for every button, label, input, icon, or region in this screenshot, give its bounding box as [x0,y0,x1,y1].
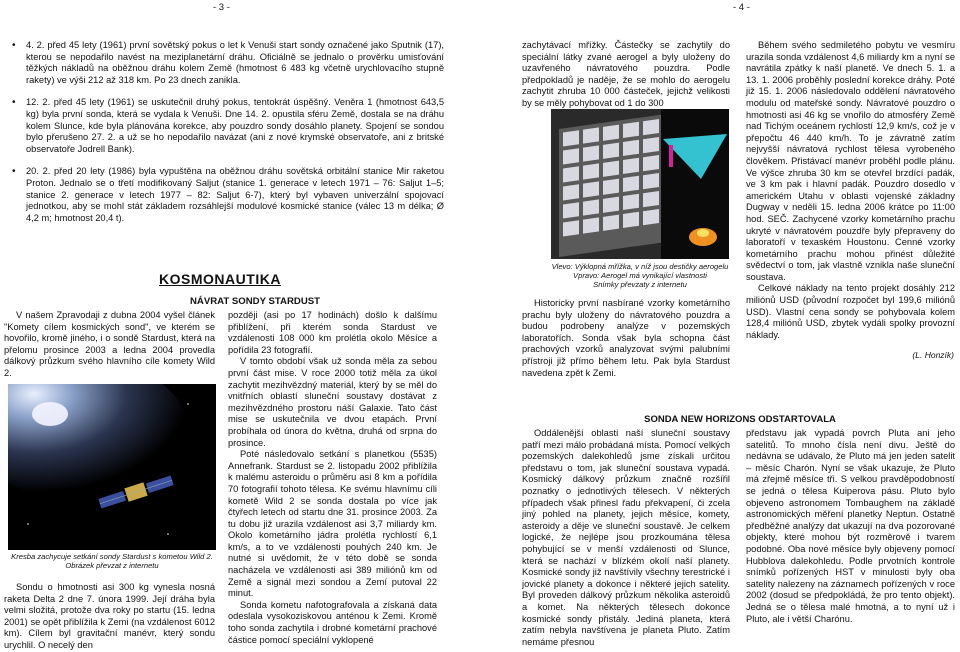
article-column [746,40,955,341]
aerogel-grid-drawing [551,109,729,259]
anniversary-item: • 12. 2. před 45 lety (1961) se uskutečnil druhý pokus, tentokrát úspěšný. Veněra 1 (hmotnost 643,5 kg) byla první sonda, která se vydala k Venuši. Dne 14. 2. opustila sféru Země, dostala se na dráhu kolem Slunce, kde byla plánována korekce, aby pouzdro sondy dosáhlo planety. Spojení se sondou bylo přerušeno 27. 2. a už se ho nepodařilo navázat (ani z nové krymské observatoře, ani z britské observatoře Jodrell Bank). [10,97,444,155]
anniversary-item: • 4. 2. před 45 lety (1961) první sovětský pokus o let k Venuši start sondy označené jako Sputnik (17), kterou se nepodařilo navést na meziplanetární dráhu. Oficiálně se jednalo o prověrku umisťování těžkých nákladů na oběžnou dráhu kolem Země (hmotnost 6 483 kg včetně urychlovacího stupně rakety) ve výši 212 až 318 km. Po 23 dnech zanikla. [10,40,444,86]
article-paragraph: představu jak vypadá povrch Pluta ani jeho satelitů. To mnoho čísla není divu. Ještě do nedávna se udávalo, že Pluto má jen jeden satelit – měsíc Charón. Nyní se však ukazuje, že Pluto má zřejmě měsíce tři. S velkou pravděpodobností se jedná o tělesa Kuiperova pásu. Pluto bylo objeveno astronomem Tombaughem na základě astronomických měření planetky Neptun. Ostatně předběžné analýzy dat ukazují na dva pozorované objekty, které mohou být rozměrově i tvarem podobné. Oba nové měsíce byly objeveny pomocí Hubblova dalekohledu. Podle prvotních kontrole snímků pořízených HST v minulosti byly oba satelity nalezeny na záznamech pořízených v roce 2002 (dosud se předpokládá, že pro tento objekt). Jedná se o tělesa malé hmotná, a to nyní už i Pluto, ale i větší Charónu. [746,428,955,624]
photo-caption-line: Vpravo: Aerogel má vynikající vlastnosti [573,271,707,280]
article-paragraph: Oddálenější oblasti naší sluneční soustavy patří mezi málo probádaná místa. Pomocí velkých pozemských dalekohledů jsme získali určitou představu o tom, jak sluneční soustava vypadá. Kosmický dálkový průzkum značně rozšířil poznatky o jednotlivých tělesech. V některých případech však přinesl řadu překvapení, či zcela jiný pohled na planety, jejich měsíce, komety, asteroidy a děje ve sluneční soustavě. Je celkem logické, že nejlépe jsou prozkoumána tělesa pohybující se v menší vzdálenosti od Slunce, která se nachází v blízkém okolí naší planety. Kosmické sondy již navštívily všechny terestrické i jovické planety a dokonce i některé jejich satelity. Byl proveden dálkový průzkum několika asteroidů a komet. Na některých tělesech dokonce kosmické sondy přistály. Jediná planeta, která zatím nebyla navštívena je planeta Pluto. Zatím nemáme přesnou [522,428,730,647]
article-paragraph: později (asi po 17 hodinách) došlo k dalšímu přiblížení, při kterém sonda Stardust ve vzdálenosti 108 000 km prolétla okolo Měsíce a pořídila 23 fotografií. [228,310,437,355]
section-title: KOSMONAUTIKA [159,271,281,287]
article-paragraph: V našem Zpravodaji z dubna 2004 vyšel článek "Komety cílem kosmických sond", ve kterém se hovořilo, kromě jiného, i o sondě Stardust, která na přelomu prosince 2003 a ledna 2004 provedla dálkový průzkum svého hlavního cíle komety Wild 2. [4,310,215,378]
article-column [228,310,437,646]
anniversary-item: • 20. 2. před 20 lety (1986) byla vypuštěna na oběžnou dráhu sovětská orbitální stanice Mir raketou Proton. Jednalo se o třetí modifikovaný Saljut (stanice 1. generace v letech 1971 – 76: Saljut 1–5; stanice 2. generace v letech 1977 – 82: Saljut 6-7), který byl vybaven univerzální spojovací jednotkou, aby se mohl stát základem rozsáhlejší modulové kosmické stanice (válec 13 m délka; Ø 4,2 m; hmotnost 20,4 t). [10,166,444,224]
author-signature: (L. Honzík) [912,350,954,360]
aerogel-photos [551,109,729,259]
page-number-left: - 3 - [213,2,230,13]
article-title: SONDA NEW HORIZONS ODSTARTOVALA [644,414,836,425]
article-paragraph: Poté následovalo setkání s planetkou (5535) Annefrank. Stardust se 2. listopadu 2002 přiblížila k malému asteroidu o průměru asi 8 km a pořídila 70 fotografií tohoto tělesa. Ke svému hlavnímu cíli kometě Wild 2 se sonda dostala po více jak čtyřech letech od startu dne 31. prosince 2003. Za tu dobu již urazila vzdálenost asi 3,7 miliardy km. Okolo kometárního jádra prolétla rychlostí 6,1 km/s, a to ve vzdálenosti pouhých 240 km. Je nutné si uvědomit, že v této době se sonda nacházela ve vzdálenosti asi 389 miliónů km od Země a signál mezi sondou a Zemí putoval 22 minut. [228,449,437,599]
article-paragraph: Sondu o hmotnosti asi 300 kg vynesla nosná raketa Delta 2 dne 7. února 1999. Její dráha byla velmi složitá, protože dva roky po startu (15. ledna 2001) se opět přiblížila k Zemi (na vzdálenost 6012 km). Cílem byl gravitační manévr, který sondu urychlil. O necelý den [4,582,215,650]
photo-caption: Kresba zachycuje setkání sondy Stardust s kometou Wild 2. Obrázek převzat z internetu [11,552,213,570]
article-paragraph: Sonda kometu nafotografovala a získaná data odeslala vysokoziskovou anténou k Zemi. Kromě toho sonda zachytila i drobné kometární prachové částice pomocí speciální vyklopené [228,599,437,645]
comet-drawing [8,384,216,550]
photo-caption-line: Snímky převzaty z internetu [593,280,687,289]
page-number-right: - 4 - [733,2,750,13]
article-title: NÁVRAT SONDY STARDUST [189,296,321,307]
article-paragraph: Historicky první nasbírané vzorky kometárního prachu byly uloženy do návratového pouzdra a budou podrobeny analýze v pozemských laboratořích. Sonda však byla schopna část prachových vzorků analyzovat svými palubními přístroji již přímo během letu. Pak byla Stardust navedena zpět k Zemi. [522,298,730,378]
article-paragraph: V tomto období však už sonda měla za sebou první část mise. V roce 2000 totiž měla za úkol zachytit mezihvězdný materiál, který by se měl do vnitřních oblastí sluneční soustavy dostávat z mezihvězdného prostoru náší Galaxie. Tato část mise se uskutečnila ve dvou etapách. První probíhala od února do května, druhá od srpna do prosince. [228,356,437,448]
article-paragraph: Během svého sedmiletého pobytu ve vesmíru urazila sonda vzdálenost 4,6 miliardy km a nyní se navrátila zpátky k naší planetě. Ve dnech 5. 1. a 13. 1. 2006 proběhly poslední korekce dráhy. Poté již 15. 1. 2006 následovalo oddělení návratového modulu od mateřské sondy. Návratové pouzdro o hmotnosti asi 46 kg se vnořilo do atmosféry Země nad Tichým oceánem rychlostí 12,9 km/s, což je v přepočtu 46 440 km/h. To je závratně zatím nejvyšší návratová rychlost tělesa vyrobeného člověkem. Přistávací manévr proběhl podle plánu. Ve výšce zhruba 30 km se otevřel brzdící padák, ve 3 km pak i hlavní padák. Pouzdro dosedlo v americkém Utahu v oblasti vojenské základny Dugway v neděli 15. ledna 2006 krátce po 11:00 hod. SEČ. Zachycené vzorky kometárního prachu ukryté v návratovém pouzdře byly přepraveny do laboratoří v texaském Houstonu. Cenné vzorky kometárního prachu mohou přinést důležité svědectví o tom, jak vlastně vznikla naše sluneční soustava. [746,40,955,282]
article-paragraph: zachytávací mřížky. Částečky se zachytily do speciální látky zvané aerogel a byly uloženy do uzavřeného návratového pouzdra. Podle předpokladů je naděje, že se mohlo do aerogelu zachytit zhruba 10 000 částeček, jejichž velikosti by se měly pohybovat od 1 do 300 [522,40,730,108]
anniversary-list [10,40,444,224]
stardust-comet-illustration [8,384,216,550]
photo-caption-line: Vlevo: Výklopná mřížka, v níž jsou destičky aerogelu [551,262,729,271]
photo-caption [524,262,756,289]
article-paragraph: Celkové náklady na tento projekt dosáhly 212 miliónů USD (původní rozpočet byl 199,6 miliónů USD). Vlastní cena sondy se pohybovala kolem 128,4 miliónů USD, zbytek vydáli spolky provozní náklady. [746,283,955,340]
